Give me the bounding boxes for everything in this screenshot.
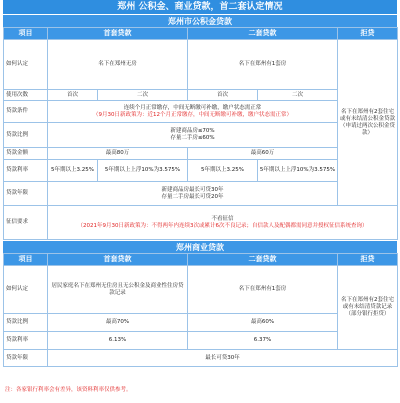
cell-first-c2: 二次: [98, 90, 188, 101]
cell-tiaojian: [48, 101, 338, 123]
sy-section-header: 郑州商业贷款: [3, 240, 397, 253]
cell-first-c1: 首次: [48, 90, 98, 101]
row-label: 使用次数: [4, 90, 48, 101]
cell-nianxian: 最长可贷30年: [48, 350, 398, 367]
row-label: 贷款利率: [4, 160, 48, 182]
page-title: 郑州 公积金、商业贷款，首二套认定情况: [3, 0, 397, 14]
row-label: 贷款比例: [4, 314, 48, 332]
nianxian-line-1: 新建商品房最长可贷30年: [161, 186, 224, 193]
row-label: 如何认定: [4, 266, 48, 314]
row-label: 如何认定: [4, 40, 48, 90]
cell-second: 6.37%: [188, 332, 338, 350]
cell-second: 名下在郑州有1套房: [188, 266, 338, 314]
cell-bili: [48, 123, 338, 148]
cell-first: 最高80万: [48, 148, 188, 160]
col-header-reject: 拒贷: [338, 254, 398, 266]
cell-reject: 名下在郑州有2套住宅或有未结清贷款记录（部分银行拒贷）: [338, 266, 398, 350]
cell-second: 最高60%: [188, 314, 338, 332]
tiaojian-line-1: 连续个月正常缴存，中间无断缴可补缴，缴户状态需正常: [123, 104, 262, 111]
col-header-item: 项目: [4, 254, 48, 266]
cell-first-c2: 5年期以上上浮10%为3.575%: [98, 160, 188, 182]
cell-reject: 名下在郑州有2套住宅或有未结清公积金贷款（申请过两次公积金贷款）: [338, 40, 398, 206]
bili-line-1: 新建商品房≤70%: [170, 128, 215, 134]
row-label: 贷款金额: [4, 148, 48, 160]
cell-second-c1: 首次: [188, 90, 258, 101]
row-label: 贷款年限: [4, 350, 48, 367]
sy-row-nianxian: [4, 350, 398, 367]
cell-second-c1: 5年期以上3.25%: [188, 160, 258, 182]
cell-second-c2: 5年期以上上浮10%为3.575%: [258, 160, 338, 182]
col-header-first: 首套贷款: [48, 254, 188, 266]
row-label: 贷款比例: [4, 123, 48, 148]
gjj-section-header: 郑州市公积金贷款: [3, 14, 397, 27]
sy-row-rending: [4, 266, 398, 314]
cell-nianxian: [48, 182, 338, 206]
col-header-first: 首套贷款: [48, 28, 188, 40]
nianxian-line-2: 存量二手房最长可贷20年: [161, 193, 224, 200]
cell-first-c1: 5年期以上3.25%: [48, 160, 98, 182]
cell-second-c2: 二次: [258, 90, 338, 101]
loan-table-sheet: [3, 0, 397, 403]
cell-first: 最高70%: [48, 314, 188, 332]
cell-second: 最高60万: [188, 148, 338, 160]
cell-second: 名下在郑州有1套房: [188, 40, 338, 90]
sy-header-row: [4, 254, 398, 266]
col-header-reject: 拒贷: [338, 28, 398, 40]
col-header-second: 二套贷款: [188, 254, 338, 266]
row-label: 贷款条件: [4, 101, 48, 123]
footnote: 注：各家银行利率会有差异，该资料利率仅供参考。: [5, 387, 132, 393]
zhengxin-line-1: 不看征信: [211, 215, 234, 222]
gjj-row-zhengxin: [4, 206, 398, 240]
bili-line-2: 存量二手房≤60%: [170, 135, 215, 141]
gjj-table: [3, 27, 398, 240]
cell-first: 6.13%: [48, 332, 188, 350]
col-header-item: 项目: [4, 28, 48, 40]
row-label: 贷款年限: [4, 182, 48, 206]
sy-table: [3, 253, 398, 367]
tiaojian-line-2: （9月30日新政策为：近12个月正常缴存，中间无断缴可补缴，缴户状态需正常）: [93, 111, 292, 118]
cell-zhengxin: [48, 206, 398, 240]
col-header-second: 二套贷款: [188, 28, 338, 40]
gjj-row-rending: [4, 40, 398, 90]
row-label: 征信要求: [4, 206, 48, 240]
zhengxin-line-2: （2021年9月30日新政策为：不得两年内连续3次或累计6次不良记录；自信款人及配偶都需同意并授权征信系统查询）: [77, 222, 368, 229]
gjj-header-row: [4, 28, 398, 40]
cell-first: 居民家庭名下在郑州无住房且无公积金及商业性住房贷款记录: [48, 266, 188, 314]
row-label: 贷款利率: [4, 332, 48, 350]
cell-first: 名下在郑州无房: [48, 40, 188, 90]
